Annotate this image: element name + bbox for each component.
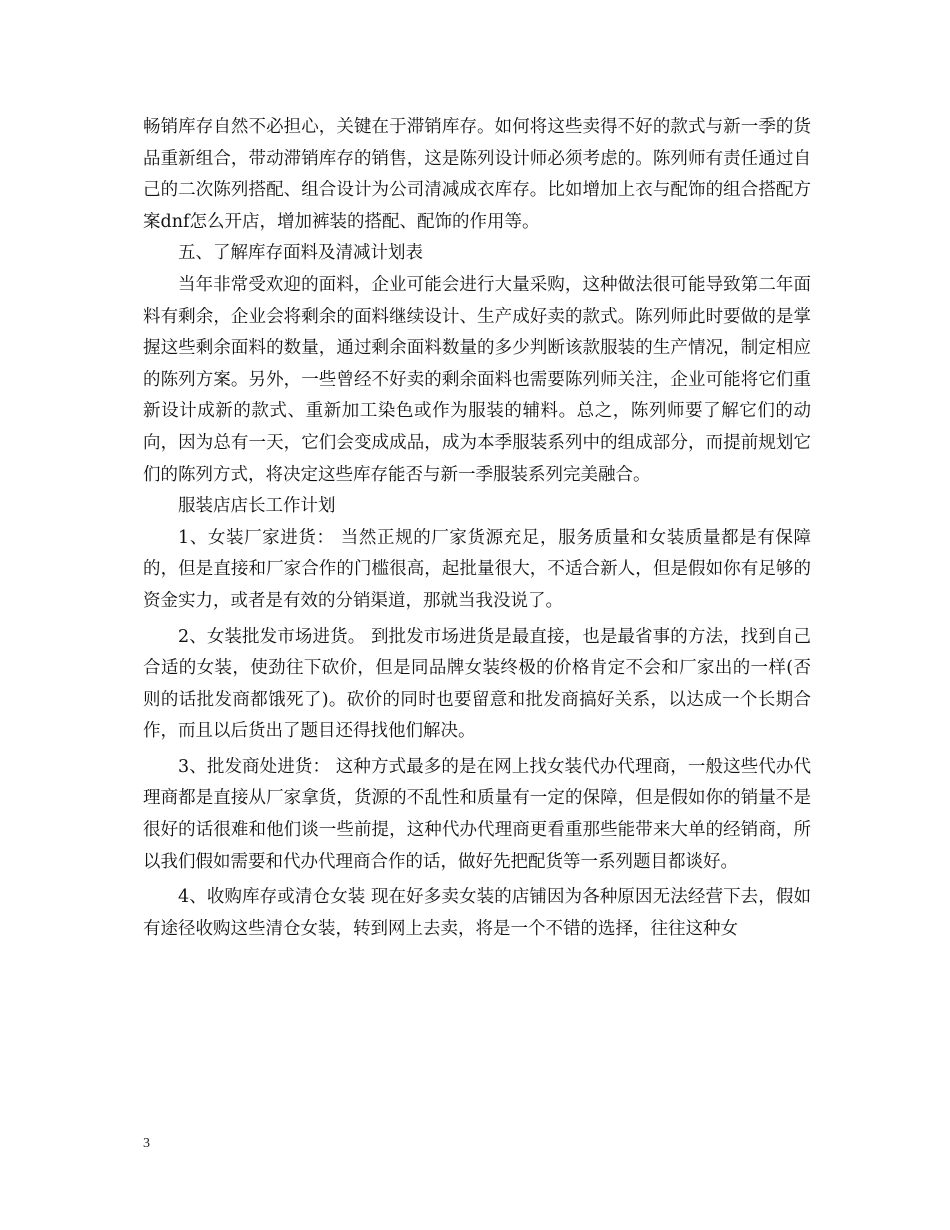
paragraph-surplus-fabric: 当年非常受欢迎的面料，企业可能会进行大量采购，这种做法很可能导致第二年面料有剩余，企业会将剩余的面料继续设计、生产成好卖的款式。陈列师此时要做的是掌握这些剩余面料的数量，通过剩余面料数量的多少判断该款服装的生产情况，制定相应的陈列方案。另外，一些曾经不好卖的剩余面料也需要陈列师关注，企业可能将它们重新设计成新的款式、重新加工染色或作为服装的辅料。总之，陈列师要了解它们的动向，因为总有一天，它们会变成成品，成为本季服装系列中的组成部分，而提前规划它们的陈列方式，将决定这些库存能否与新一季服装系列完美融合。 xyxy=(143,274,811,485)
paragraph-wholesale-market: 2、女装批发市场进货。 到批发市场进货是最直接，也是最省事的方法，找到自己合适的女装，使劲往下砍价，但是同品牌女装终极的价格肯定不会和厂家出的一样(否则的话批发商都饿死了)。砍价的同时也要留意和批发商搞好关系，以达成一个长期合作，而且以后货出了题目还得找他们解决。 xyxy=(143,626,811,742)
paragraph-clearance-stock: 4、收购库存或清仓女装 现在好多卖女装的店铺因为各种原因无法经营下去，假如有途径收购这些清仓女装，转到网上去卖，将是一个不错的选择，往往这种女 xyxy=(143,887,811,939)
section-heading-store-manager-plan: 服装店店长工作计划 xyxy=(178,496,336,517)
document-body xyxy=(143,112,811,945)
paragraph-wholesaler-agents: 3、批发商处进货： 这种方式最多的是在网上找女装代办代理商，一般这些代办代理商都是直接从厂家拿货，货源的不乱性和质量有一定的保障，但是假如你的销量不是很好的话很难和他们谈一些前提，这种代办代理商更看重那些能带来大单的经销商，所以我们假如需要和代办代理商合作的话，做好先把配货等一系列题目都谈好。 xyxy=(143,756,811,872)
section-heading-fabric-plan: 五、了解库存面料及清减计划表 xyxy=(178,243,423,264)
paragraph-inventory-clearance: 畅销库存自然不必担心，关键在于滞销库存。如何将这些卖得不好的款式与新一季的货品重新组合，带动滞销库存的销售，这是陈列设计师必须考虑的。陈列师有责任通过自己的二次陈列搭配、组合设计为公司清减成衣库存。比如增加上衣与配饰的组合搭配方案dnf怎么开店，增加裤装的搭配、配饰的作用等。 xyxy=(143,117,811,232)
page-number: 3 xyxy=(143,1136,150,1151)
paragraph-factory-sourcing: 1、女装厂家进货： 当然正规的厂家货源充足，服务质量和女装质量都是有保障的，但是直接和厂家合作的门槛很高，起批量很大，不适合新人，但是假如你有足够的资金实力，或者是有效的分销渠道，那就当我没说了。 xyxy=(143,527,811,611)
